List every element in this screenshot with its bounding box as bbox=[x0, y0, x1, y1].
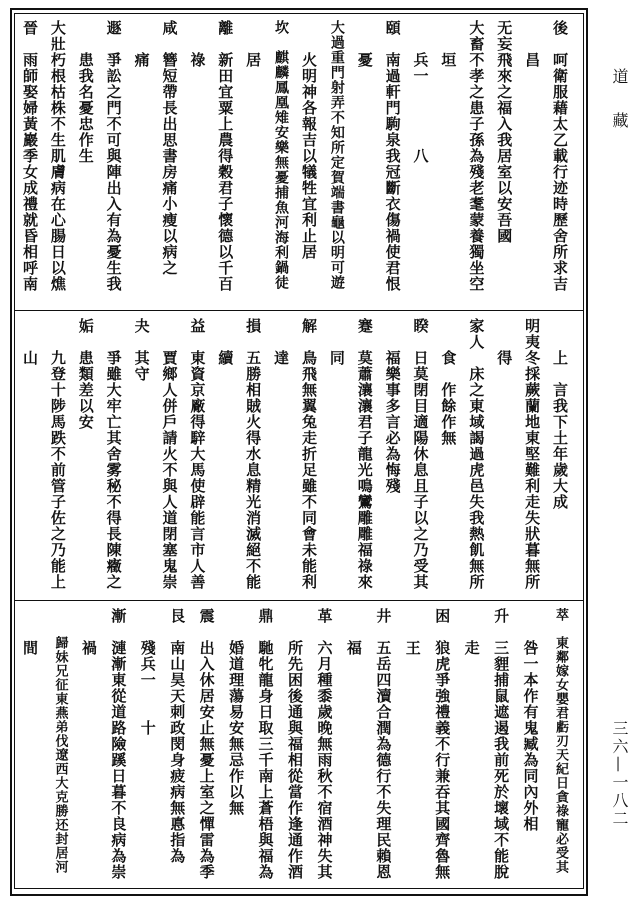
text-column: 夬 其守 bbox=[132, 318, 151, 382]
text-column: 困 狼虎爭強禮義不行兼吞其國齊魯無 bbox=[433, 608, 452, 880]
text-column: 萃 東鄰嫁女嬰君虧刃天紀日貪祿寵必受其 bbox=[553, 608, 568, 874]
text-column: 同 bbox=[327, 318, 346, 366]
text-column: 得 bbox=[495, 318, 514, 366]
text-column: 艮 南山昊天刺政閔身疲病無悳指為 bbox=[168, 608, 187, 864]
text-column: 福樂事多言必為悔殘 bbox=[383, 318, 402, 494]
text-column: 姤 患類差以安 bbox=[76, 318, 95, 430]
text-column: 患我名憂忠作生 bbox=[76, 20, 95, 164]
text-column: 間 bbox=[21, 608, 39, 656]
text-column: 頤 南過軒門駒泉我冠斷衣傷禍使君恨 bbox=[383, 20, 402, 292]
text-column: 居 bbox=[244, 20, 263, 68]
text-column: 達 bbox=[272, 318, 291, 366]
text-column: 咎一本作有鬼臧為同內外相 bbox=[521, 608, 540, 832]
text-column: 井 五岳四瀆合潤為德行不失理民賴恩 bbox=[374, 608, 393, 880]
text-column: 歸妹兄征東燕弟伐遼西大克勝还封居河 bbox=[52, 608, 68, 874]
text-column: 婚道理蕩易安無忌作以無 bbox=[227, 608, 246, 816]
text-column: 漸 漣漸東從道路險蹊日暮不良病為崇 bbox=[109, 608, 128, 880]
text-column: 鼎 馳牝龍身日取三千南上蒼梧與福為 bbox=[256, 608, 275, 880]
text-column: 蹇 莫蕭瀼瀼君子龍光鳴鸞雕雕福祿來 bbox=[355, 318, 374, 590]
page-number: 三六—一八二 bbox=[610, 720, 629, 828]
text-column: 禍 bbox=[79, 608, 98, 656]
text-column: 坎 麒麟鳳凰雉安樂無憂捕魚河海利鍋徒 bbox=[273, 20, 290, 290]
text-column: 家人 床之東域謁過虎邑失我熱飢無所 bbox=[467, 318, 486, 590]
text-column: 憂 bbox=[355, 20, 374, 68]
text-column: 福 bbox=[344, 608, 363, 656]
text-column: 震 出入休居安止無憂上室之憚雷為季 bbox=[197, 608, 216, 880]
text-column: 痛 bbox=[132, 20, 151, 68]
section-divider bbox=[14, 600, 584, 601]
text-column: 遯 爭訟之門不可與陣出入有為憂生我 bbox=[104, 20, 123, 292]
text-column: 上 言我下土年歲大成 bbox=[551, 318, 569, 510]
text-column: 明夷冬採蕨蘭地東堅難利走失狀暮無所 bbox=[523, 318, 542, 590]
text-column: 離 新田宜粟上農得穀君子懷德以千百 bbox=[216, 20, 235, 292]
text-column: 祿 bbox=[188, 20, 207, 68]
text-column: 後 呵衛服藉太乙載行迹時歷舍所求吉 bbox=[551, 20, 569, 292]
text-column: 兵一 八 bbox=[411, 20, 430, 164]
text-column: 解 鳥飛無翼兔走折足雖不同會未能利 bbox=[299, 318, 318, 590]
text-column: 咸 簪短帶長出思書房痛小瘦以病之 bbox=[160, 20, 179, 276]
text-column: 九登十陟馬跌不前管子佐之乃能上 bbox=[48, 318, 67, 590]
text-column: 升 三貍捕鼠遮遏我前死於壞域不能脫 bbox=[492, 608, 511, 880]
text-column: 賈鄉人併戶請火不與人道閉塞鬼崇 bbox=[160, 318, 179, 590]
text-column: 晉 雨師娶婦黃巖季女成禮就昏相呼南 bbox=[21, 20, 39, 292]
margin-title: 道 藏 bbox=[610, 68, 629, 134]
text-column: 大壯朽根枯株不生肌膚病在心腸日以燋 bbox=[48, 20, 67, 292]
text-column: 續 bbox=[216, 318, 235, 366]
text-column: 无妄飛來之福入我居室以安吾國 bbox=[495, 20, 514, 244]
text-column: 殘兵一 十 bbox=[138, 608, 157, 736]
text-column: 昌 bbox=[523, 20, 542, 68]
text-column: 益 東資京廠得騂大馬使辟能言市人善 bbox=[188, 318, 207, 590]
text-column: 火明神各報吉以犠牲宜利止居 bbox=[299, 20, 318, 260]
text-column: 王 bbox=[403, 608, 422, 656]
text-column: 山 bbox=[21, 318, 39, 366]
text-column: 損 五勝相賊火得水息精光消滅絕不能 bbox=[244, 318, 263, 590]
text-column: 垣 bbox=[439, 20, 458, 68]
text-column: 食 作餘作無 bbox=[439, 318, 458, 446]
text-column: 爭雖大牢亡其舍雾秘不得長陳癥之 bbox=[104, 318, 123, 590]
text-column: 大過重門射弄不知所定賀端書龜以明可遊 bbox=[328, 20, 345, 290]
text-column: 大畜不孝之患子孫為殘老耄蒙養獨坐空 bbox=[467, 20, 486, 292]
text-column: 睽 日莫閉目適陽休息且子以之乃受其 bbox=[411, 318, 430, 590]
section-divider bbox=[14, 310, 584, 311]
text-column: 走 bbox=[462, 608, 481, 656]
text-column: 革 六月種黍歲晚無雨秋不宿酒神失其 bbox=[315, 608, 334, 880]
text-column: 所先困後通與福相從當作逢通作酒 bbox=[286, 608, 304, 880]
